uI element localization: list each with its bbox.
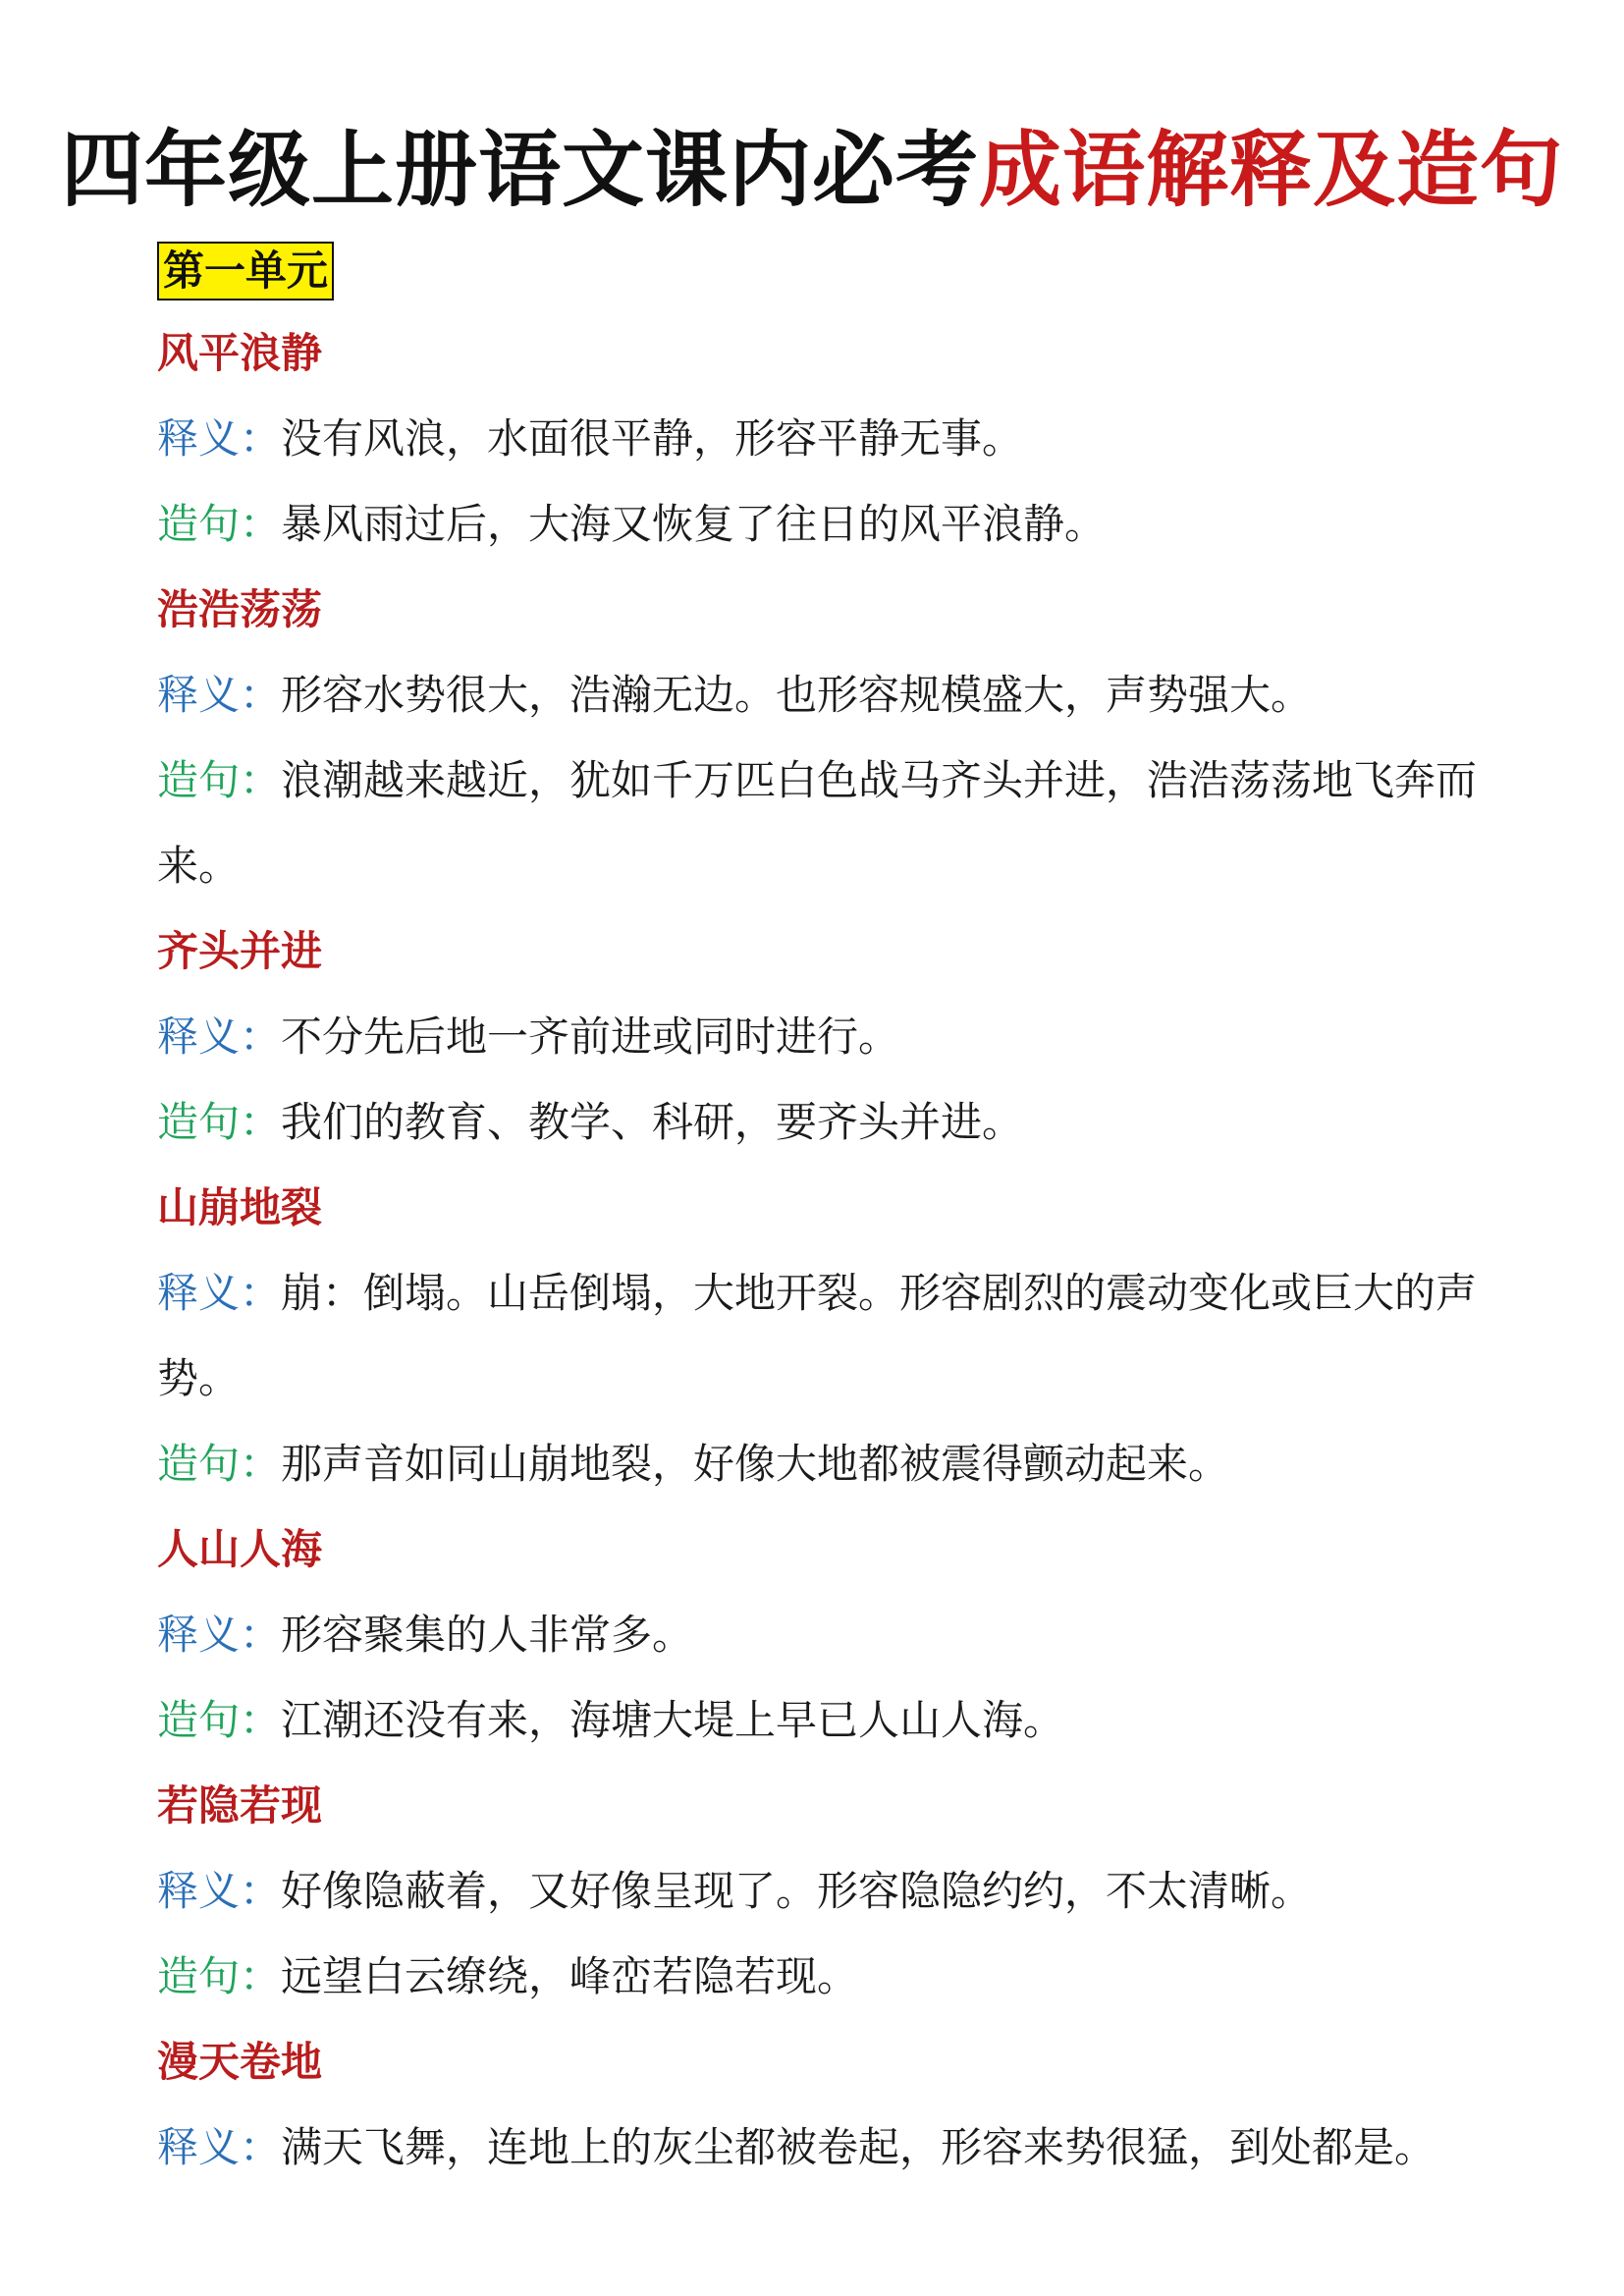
definition-label: 释义： [157,1611,282,1659]
idiom-title: 山崩地裂 [157,1183,323,1231]
example-text: 江潮还没有来，海塘大堤上早已人山人海。 [281,1696,1065,1744]
idiom-title: 漫天卷地 [157,2038,323,2086]
idiom-entry [157,1165,1551,1506]
example-label: 造句： [157,1952,282,2000]
idiom-title: 人山人海 [157,1525,323,1573]
idiom-entry [157,908,1551,1165]
example-line [157,1079,1551,1165]
example-text: 浪潮越来越近，犹如千万匹白色战马齐头并进，浩浩荡荡地飞奔而来。 [157,756,1478,890]
idiom-entry [157,1763,1551,2019]
idiom-entry [157,2019,1551,2190]
idiom-entry [157,310,1551,567]
definition-text: 崩：倒塌。山岳倒塌，大地开裂。形容剧烈的震动变化或巨大的声势。 [157,1269,1478,1402]
example-label: 造句： [157,756,282,804]
unit-heading: 第一单元 [157,242,334,301]
example-line [157,481,1551,567]
content-area [157,236,1551,2190]
example-label: 造句： [157,1440,282,1488]
idiom-title: 风平浪静 [157,329,323,377]
example-line [157,1934,1551,2019]
title-part-black: 四年级上册语文课内必考 [60,122,979,218]
definition-label: 释义： [157,414,282,463]
definition-line [157,1848,1551,1934]
example-label: 造句： [157,1696,282,1744]
idiom-title: 齐头并进 [157,927,323,975]
definition-line [157,652,1551,738]
idiom-title: 若隐若现 [157,1781,323,1830]
idiom-entry [157,567,1551,908]
example-label: 造句： [157,500,282,548]
example-line [157,1421,1551,1506]
page-title [0,116,1624,224]
definition-text: 没有风浪，水面很平静，形容平静无事。 [281,414,1024,463]
example-text: 我们的教育、教学、科研，要齐头并进。 [281,1098,1024,1146]
example-line [157,1677,1551,1763]
definition-text: 形容聚集的人非常多。 [281,1611,694,1659]
title-part-red: 成语解释及造句 [979,122,1564,218]
definition-label: 释义： [157,671,282,719]
definition-line [157,1592,1551,1677]
definition-line [157,396,1551,481]
example-text: 那声音如同山崩地裂，好像大地都被震得颤动起来。 [281,1440,1230,1488]
definition-line [157,1250,1551,1421]
definition-text: 形容水势很大，浩瀚无边。也形容规模盛大，声势强大。 [281,671,1313,719]
example-text: 远望白云缭绕，峰峦若隐若现。 [281,1952,859,2000]
definition-text: 不分先后地一齐前进或同时进行。 [281,1012,900,1061]
definition-text: 满天飞舞，连地上的灰尘都被卷起，形容来势很猛，到处都是。 [281,2123,1436,2171]
definition-line [157,2105,1551,2190]
idiom-entry [157,1506,1551,1763]
definition-label: 释义： [157,1867,282,1915]
idiom-title: 浩浩荡荡 [157,585,323,633]
definition-line [157,994,1551,1079]
example-text: 暴风雨过后，大海又恢复了往日的风平浪静。 [281,500,1107,548]
example-label: 造句： [157,1098,282,1146]
definition-label: 释义： [157,1012,282,1061]
definition-label: 释义： [157,2123,282,2171]
example-line [157,738,1551,908]
definition-label: 释义： [157,1269,282,1317]
definition-text: 好像隐蔽着，又好像呈现了。形容隐隐约约，不太清晰。 [281,1867,1313,1915]
